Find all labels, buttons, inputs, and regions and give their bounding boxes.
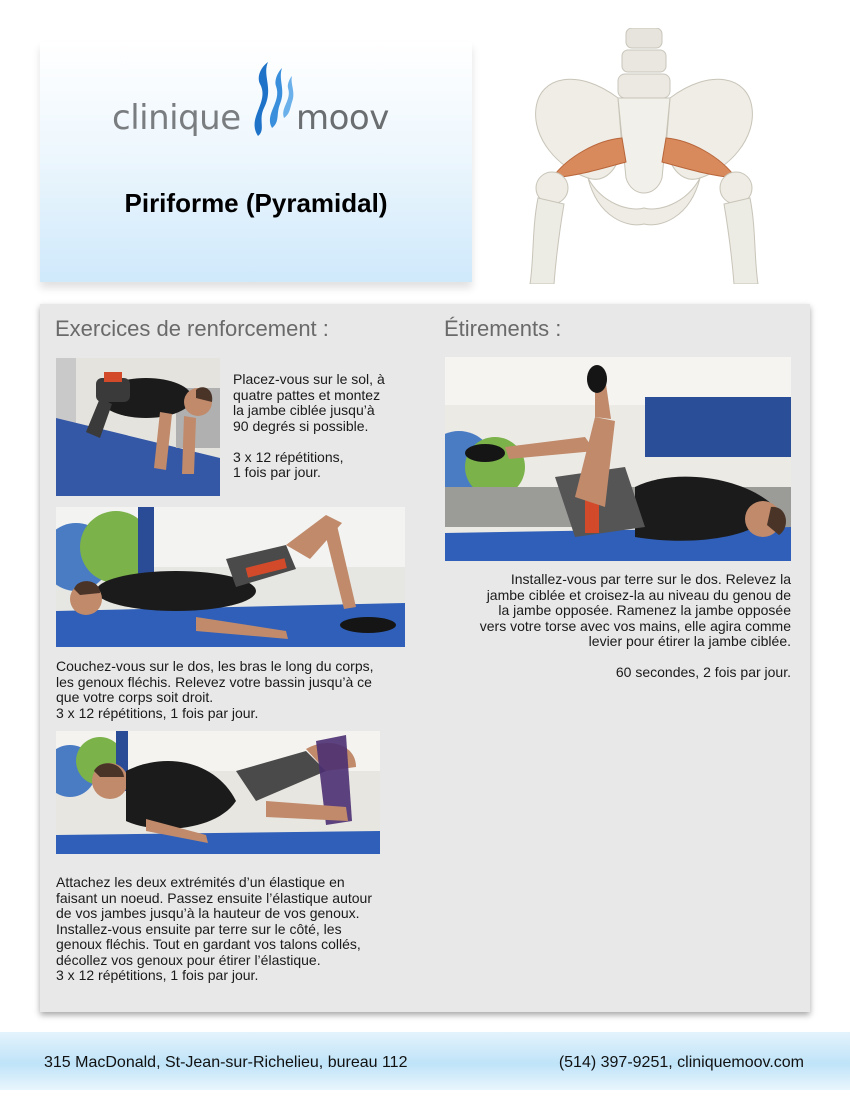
pelvis-anatomy-illustration [518, 28, 770, 284]
exercise-photo-clamshell [56, 731, 380, 854]
logo-word-moov: moov [296, 98, 389, 138]
stretch-photo-figure-four [445, 357, 791, 561]
footer-bar [0, 1032, 850, 1090]
stretching-heading: Étirements : [444, 316, 562, 341]
exercise-2-text: Couchez-vous sur le dos, les bras le long du corps, les genoux fléchis. Relevez votre bassin jusqu’à ce que votre corps soit droit. 3 x 12 répétitions, 1 fois par jour. [56, 658, 374, 721]
exercise-photo-bridge [56, 507, 405, 647]
clinique-moov-logo [112, 58, 412, 148]
logo-swoosh-icon [244, 58, 304, 148]
footer-contact: (514) 397-9251, cliniquemoov.com [558, 1054, 804, 1071]
page-title: Piriforme (Pyramidal) [124, 188, 388, 218]
strengthening-heading: Exercices de renforcement : [55, 316, 329, 341]
stretch-text: Installez-vous par terre sur le dos. Relevez la jambe ciblée et croisez-la au niveau du genou de la jambe opposée. Ramenez la jambe opposée vers votre torse avec vos mains, elle agira comme levier pour étirer la jambe ciblée. 60 secondes, 2 fois par jour. [479, 571, 791, 680]
exercise-panel [40, 304, 810, 1012]
footer-address: 315 MacDonald, St-Jean-sur-Richelieu, bureau 112 [44, 1054, 408, 1071]
exercise-photo-quadruped [56, 358, 220, 496]
exercise-1-text: Placez-vous sur le sol, à quatre pattes et montez la jambe ciblée jusqu’à 90 degrés si possible. 3 x 12 répétitions, 1 fois par jour. [233, 371, 385, 480]
header-banner [40, 42, 472, 282]
exercise-3-text: Attachez les deux extrémités d’un élastique en faisant un noeud. Passez ensuite l’élastique autour de vos jambes jusqu’à la hauteur de vos genoux. Installez-vous ensuite par terre sur le côté, les genoux fléchis. Tout en gardant vos talons collés, décollez vos genoux pour étirer l’élastique. 3 x 12 répétitions, 1 fois par jour. [56, 874, 372, 983]
logo-word-clinique: clinique [112, 98, 241, 138]
